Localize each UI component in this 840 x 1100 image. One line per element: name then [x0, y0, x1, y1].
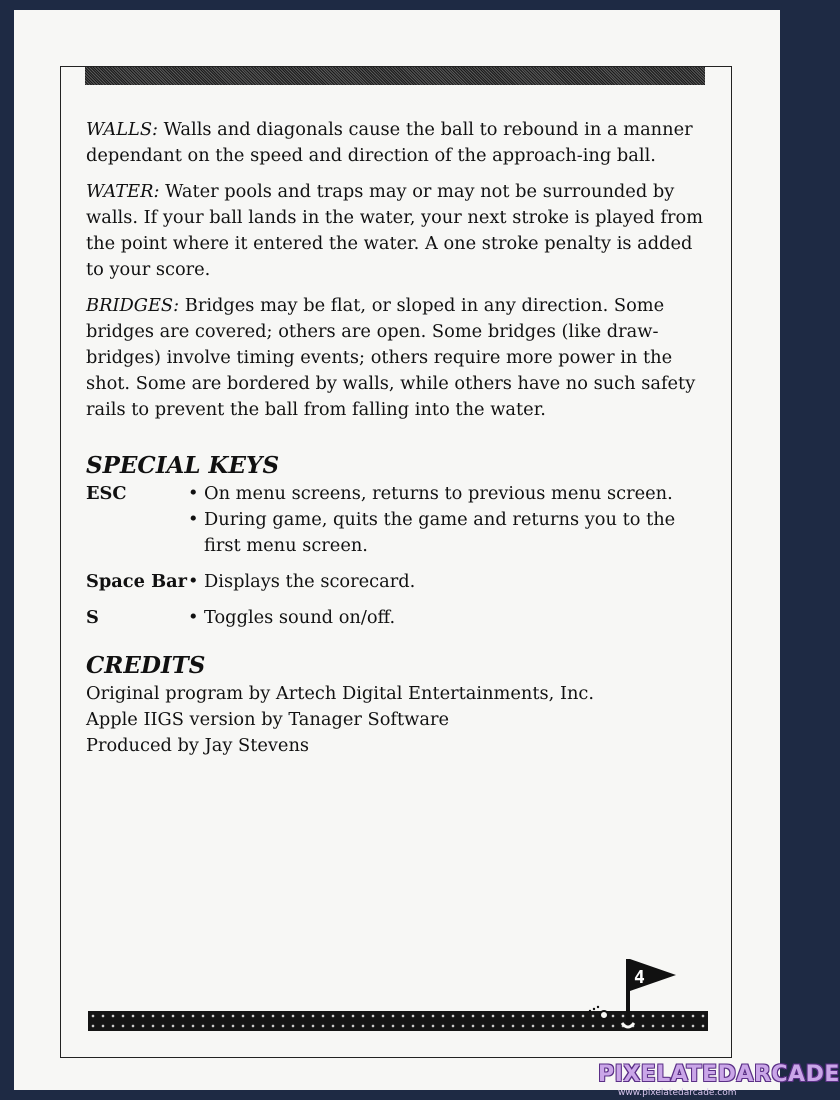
- page-content: [86, 117, 710, 759]
- key-description: • Displays the scorecard.: [188, 569, 710, 595]
- rule-text: Walls and diagonals cause the ball to rebound in a manner dependant on the speed and direction of the approach-ing ball.: [86, 119, 693, 166]
- rule-term: WATER:: [86, 181, 160, 202]
- special-keys-heading: SPECIAL KEYS: [86, 452, 280, 479]
- credits-heading: CREDITS: [86, 652, 206, 679]
- golf-flag-icon: [580, 955, 690, 1035]
- credit-line: Produced by Jay Stevens: [86, 735, 310, 756]
- special-keys-list: [86, 481, 710, 631]
- rule-term: BRIDGES:: [86, 295, 180, 316]
- credit-line: Original program by Artech Digital Entertainments, Inc.: [86, 683, 595, 704]
- key-descriptions: [188, 569, 710, 595]
- watermark-brand: PIXELATEDARCADE: [598, 1062, 840, 1087]
- watermark-url: www.pixelatedarcade.com: [618, 1088, 737, 1098]
- key-description: • Toggles sound on/off.: [188, 605, 710, 631]
- key-descriptions: [188, 605, 710, 631]
- key-descriptions: [188, 481, 710, 559]
- rule-water: [86, 179, 710, 283]
- rule-term: WALLS:: [86, 119, 159, 140]
- header-pattern-bar: [85, 67, 705, 85]
- rule-text: Water pools and traps may or may not be surrounded by walls. If your ball lands in the water, your next stroke is played from the point where it entered the water. A one stroke penalty is added to your score.: [86, 181, 704, 280]
- key-description: • During game, quits the game and returns you to the first menu screen.: [188, 507, 710, 559]
- bullet-icon: •: [188, 509, 199, 530]
- rule-bridges: [86, 293, 710, 423]
- golf-ball-icon: [600, 1011, 608, 1019]
- key-name: S: [86, 607, 99, 628]
- bullet-icon: •: [188, 607, 199, 628]
- bullet-icon: •: [188, 571, 199, 592]
- key-name: Space Bar: [86, 571, 188, 592]
- credits-list: [86, 681, 710, 759]
- rule-text: Bridges may be flat, or sloped in any direction. Some bridges are covered; others are open. Some bridges (like draw-bridges) involve timing events; others require more power in the shot. Some are bordered by walls, while others have no such safety rails to prevent the ball from falling into the water.: [86, 295, 696, 420]
- bullet-icon: •: [188, 483, 199, 504]
- credit-line: Apple IIGS version by Tanager Software: [86, 709, 449, 730]
- key-row-s: [86, 605, 710, 631]
- key-name: ESC: [86, 483, 127, 504]
- key-row-esc: [86, 481, 710, 559]
- flag-number: 4: [634, 967, 645, 988]
- key-description: • On menu screens, returns to previous menu screen.: [188, 481, 710, 507]
- key-row-space-bar: [86, 569, 710, 595]
- rule-walls: [86, 117, 710, 169]
